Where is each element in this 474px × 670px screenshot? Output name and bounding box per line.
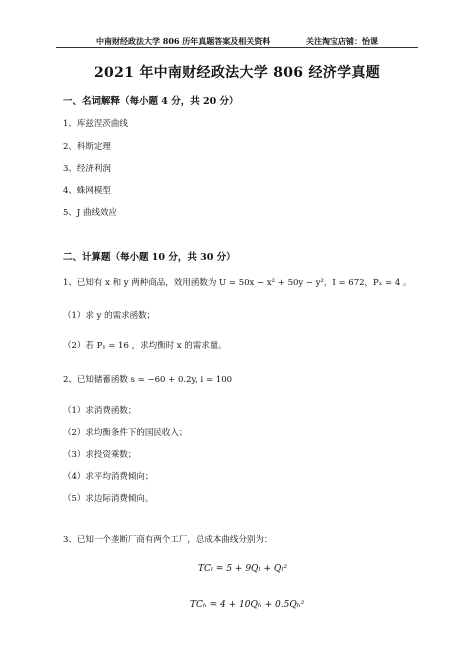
- question-1-stem: 1、已知有 x 和 y 两种商品，效用函数为 U = 50x − x² + 50y − y²，I = 672，Pₓ = 4 。: [63, 278, 412, 288]
- header-right-text: 关注淘宝店铺：怡课: [306, 36, 378, 46]
- term-item: 1、库兹涅茨曲线: [63, 119, 128, 129]
- question-3-stem: 3、已知一个垄断厂商有两个工厂，总成本曲线分别为：: [63, 535, 273, 545]
- term-item: 4、蛛网模型: [63, 186, 111, 196]
- question-2-part: （5）求边际消费倾向。: [63, 494, 154, 504]
- cost-formula-l: TCₗ = 5 + 9Qₗ + Qₗ²: [198, 564, 288, 574]
- question-2-part: （2）求均衡条件下的国民收入；: [63, 428, 188, 438]
- term-item: 5、J 曲线效应: [63, 208, 118, 218]
- question-1-part-2: （2）若 Pᵧ = 16 ，求均衡时 x 的需求量。: [63, 341, 227, 351]
- cost-formula-h: TCₕ = 4 + 10Qₕ + 0.5Qₕ²: [190, 600, 305, 610]
- question-2-stem: 2、已知储蓄函数 s = −60 + 0.2y, i = 100: [63, 375, 233, 385]
- header-left-text: 中南财经政法大学 806 历年真题答案及相关资料: [96, 36, 271, 46]
- term-item: 3、经济利润: [63, 164, 111, 174]
- question-2-part: （1）求消费函数；: [63, 406, 137, 416]
- question-2-part: （4）求平均消费倾向；: [63, 472, 154, 482]
- question-1-part-1: （1）求 y 的需求函数；: [63, 311, 156, 321]
- section-heading-terms: 一、名词解释（每小题 4 分，共 20 分）: [63, 96, 239, 107]
- question-2-part: （3）求投资乘数；: [63, 450, 137, 460]
- term-item: 2、科斯定理: [63, 142, 111, 152]
- page-title: 2021 年中南财经政法大学 806 经济学真题: [93, 65, 380, 81]
- page-header: [56, 33, 418, 48]
- section-heading-calculation: 二、计算题（每小题 10 分，共 30 分）: [63, 252, 236, 263]
